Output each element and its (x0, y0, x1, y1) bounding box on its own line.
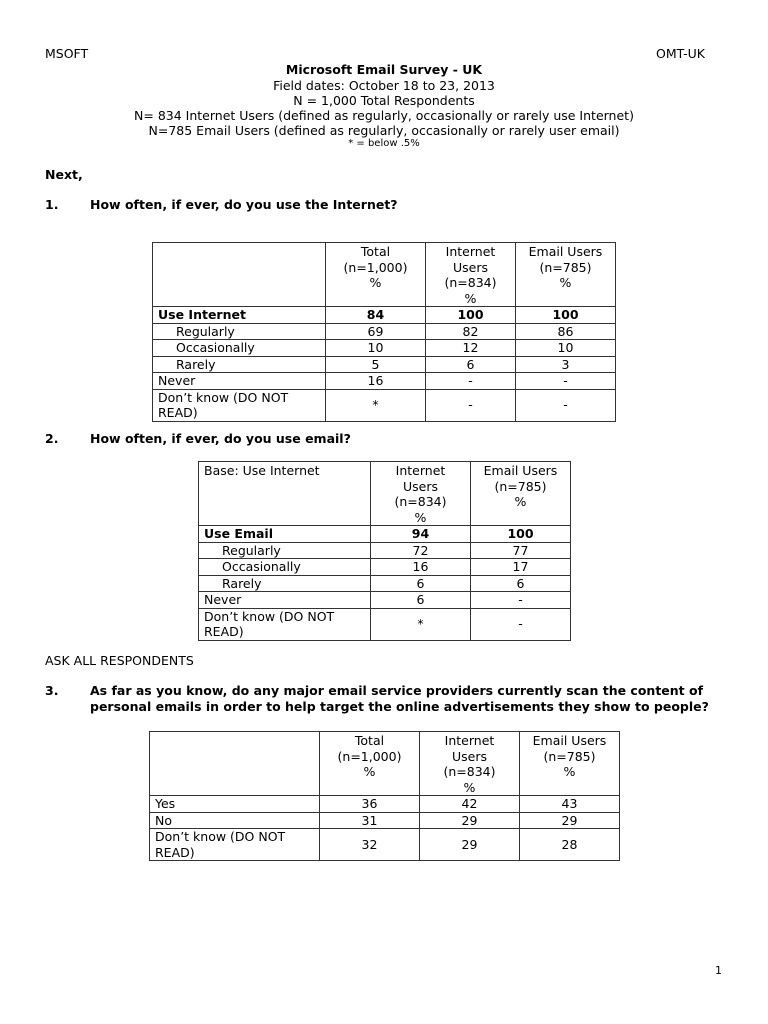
cell-value: 31 (320, 812, 420, 829)
q1-text: How often, if ever, do you use the Internet? (90, 197, 398, 212)
row-label: No (150, 812, 320, 829)
col-header-line: Total (360, 244, 391, 259)
table-row (150, 812, 620, 829)
q2-number: 2. (45, 431, 59, 446)
table-row (153, 389, 616, 421)
col-header-line: % (369, 275, 382, 290)
cell-value: 6 (371, 575, 471, 592)
row-label: Regularly (199, 542, 371, 559)
cell-value: 77 (471, 542, 571, 559)
row-label: Rarely (153, 356, 326, 373)
col-header-line: (n=785) (494, 478, 547, 494)
cell-value: - (516, 373, 616, 390)
col-header-line: Email Users (532, 733, 607, 748)
col-email-users-header (471, 462, 571, 526)
table-row (199, 608, 571, 640)
header-blank-cell (150, 732, 320, 796)
cell-value: 29 (520, 812, 620, 829)
cell-value: 6 (371, 592, 471, 609)
q3-table (149, 731, 620, 861)
row-label: Regularly (153, 323, 326, 340)
col-header-line: Users (451, 748, 487, 764)
row-label: Never (199, 592, 371, 609)
col-header-line: % (414, 509, 427, 525)
cell-value: - (516, 389, 616, 421)
cell-value: * (371, 608, 471, 640)
cell-value: 72 (371, 542, 471, 559)
col-header-line: (n=785) (543, 748, 596, 764)
cell-value: 16 (326, 373, 426, 390)
table-row (153, 373, 616, 390)
row-label: Use Email (199, 526, 371, 543)
col-header-line: Email Users (483, 463, 558, 478)
col-header-line: (n=785) (539, 259, 592, 275)
col-header-line: Internet (395, 463, 446, 478)
table-row (199, 575, 571, 592)
field-dates: Field dates: October 18 to 23, 2013 (273, 78, 495, 93)
cell-value: * (326, 389, 426, 421)
row-label: Rarely (199, 575, 371, 592)
q2-text: How often, if ever, do you use email? (90, 431, 351, 446)
col-internet-users-header (371, 462, 471, 526)
col-header-line: % (514, 494, 527, 509)
total-respondents: N = 1,000 Total Respondents (293, 93, 475, 108)
table-row (150, 829, 620, 861)
table-row (153, 356, 616, 373)
cell-value: 12 (426, 340, 516, 357)
col-header-line: Users (452, 259, 488, 275)
cell-value: 6 (426, 356, 516, 373)
cell-value: 94 (371, 526, 471, 543)
col-header-line: Users (402, 478, 438, 494)
survey-title: Microsoft Email Survey - UK (285, 62, 483, 77)
table-row (153, 307, 616, 324)
base-label: Base: Use Internet (199, 462, 371, 526)
row-label: Never (153, 373, 326, 390)
col-header-line: Total (354, 733, 385, 748)
page-number: 1 (715, 964, 722, 977)
cell-value: 86 (516, 323, 616, 340)
col-total-header (320, 732, 420, 796)
col-total-header (326, 243, 426, 307)
row-label: Use Internet (153, 307, 326, 324)
table-row (153, 323, 616, 340)
cell-value: 29 (420, 812, 520, 829)
cell-value: 69 (326, 323, 426, 340)
cell-value: 100 (471, 526, 571, 543)
col-header-line: (n=1,000) (337, 748, 402, 764)
q2-table (198, 461, 571, 641)
col-header-line: (n=834) (444, 275, 497, 290)
header-blank-cell (153, 243, 326, 307)
table-header-row (153, 243, 616, 307)
cell-value: 100 (516, 307, 616, 324)
q1-number: 1. (45, 197, 59, 212)
table-row (199, 592, 571, 609)
col-header-line: (n=834) (394, 494, 447, 509)
next-label: Next, (45, 167, 83, 182)
cell-value: 43 (520, 796, 620, 813)
internet-users-definition: N= 834 Internet Users (defined as regularly, occasionally or rarely use Internet) (134, 108, 634, 123)
cell-value: 17 (471, 559, 571, 576)
row-label: Don’t know (DO NOT READ) (150, 829, 320, 861)
cell-value: 5 (326, 356, 426, 373)
q3-text: As far as you know, do any major email service providers currently scan the content of personal emails in order to help target the online advertisements they show to people? (90, 683, 709, 714)
cell-value: 10 (326, 340, 426, 357)
row-label: Don’t know (DO NOT READ) (199, 608, 371, 640)
table-row (199, 559, 571, 576)
col-header-line: % (363, 764, 376, 779)
col-header-line: Internet (445, 244, 496, 259)
email-users-definition: N=785 Email Users (defined as regularly, occasionally or rarely user email) (148, 123, 620, 138)
table-row (153, 340, 616, 357)
col-header-line: Email Users (528, 244, 603, 259)
row-label: Occasionally (199, 559, 371, 576)
cell-value: 36 (320, 796, 420, 813)
cell-value: 28 (520, 829, 620, 861)
col-header-line: % (559, 275, 572, 290)
cell-value: 100 (426, 307, 516, 324)
col-email-users-header (516, 243, 616, 307)
cell-value: 3 (516, 356, 616, 373)
header-right-code: OMT-UK (656, 46, 705, 61)
col-internet-users-header (420, 732, 520, 796)
cell-value: - (426, 373, 516, 390)
header-left-code: MSOFT (45, 46, 89, 61)
row-label: Yes (150, 796, 320, 813)
col-header-line: % (563, 764, 576, 779)
table-header-row (150, 732, 620, 796)
cell-value: 82 (426, 323, 516, 340)
col-header-line: Internet (444, 733, 495, 748)
below-half-percent-note: * = below .5% (348, 138, 420, 149)
col-header-line: % (464, 290, 477, 306)
cell-value: 29 (420, 829, 520, 861)
cell-value: 32 (320, 829, 420, 861)
col-header-line: % (463, 779, 476, 795)
ask-all-respondents: ASK ALL RESPONDENTS (45, 653, 194, 668)
cell-value: 10 (516, 340, 616, 357)
col-email-users-header (520, 732, 620, 796)
q3-number: 3. (45, 683, 59, 698)
table-row (199, 542, 571, 559)
col-header-line: (n=1,000) (343, 259, 408, 275)
cell-value: 16 (371, 559, 471, 576)
q1-table (152, 242, 616, 422)
table-header-row (199, 462, 571, 526)
cell-value: - (426, 389, 516, 421)
col-internet-users-header (426, 243, 516, 307)
table-row (199, 526, 571, 543)
table-row (150, 796, 620, 813)
cell-value: - (471, 608, 571, 640)
cell-value: - (471, 592, 571, 609)
row-label: Don’t know (DO NOT READ) (153, 389, 326, 421)
col-header-line: (n=834) (443, 764, 496, 779)
cell-value: 84 (326, 307, 426, 324)
cell-value: 42 (420, 796, 520, 813)
cell-value: 6 (471, 575, 571, 592)
row-label: Occasionally (153, 340, 326, 357)
